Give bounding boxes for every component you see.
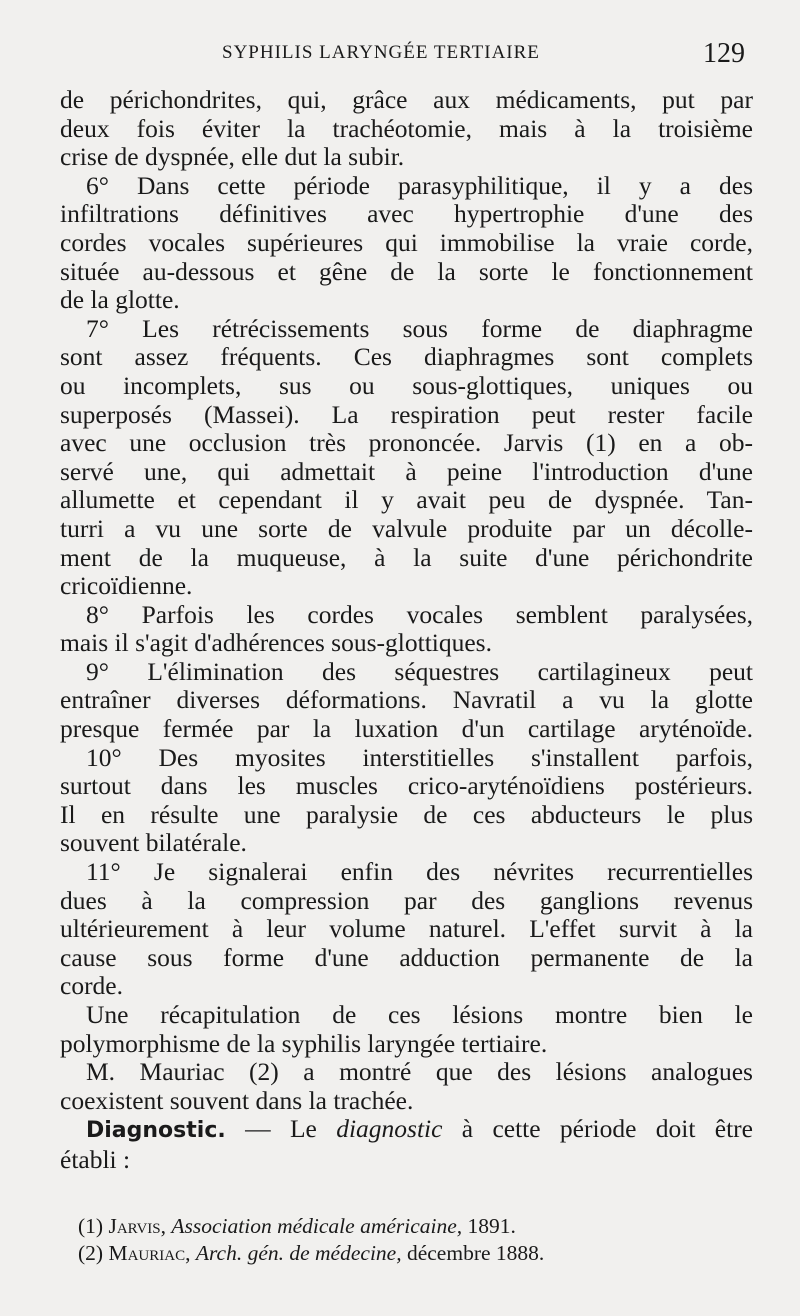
text-line: Une récapitulation de ces lésions montre bien le	[86, 1000, 753, 1029]
footnote-rest: décembre 1888.	[401, 1241, 545, 1265]
page-number: 129	[703, 38, 745, 69]
footnote-author: Jarvis	[108, 1214, 161, 1238]
text-line: corde.	[60, 971, 124, 1001]
text-line: 8° Parfois les cordes vocales semblent paralysées,	[86, 599, 753, 629]
diagnostic-italic: diagnostic	[336, 1114, 443, 1144]
text-line: établi :	[60, 1144, 131, 1174]
footnote-rest: 1891.	[462, 1214, 516, 1238]
footnote-title: Association médicale américaine,	[171, 1214, 463, 1238]
text-line: presque fermée par la luxation d'un cartilage aryténoïde.	[60, 714, 753, 744]
text-line: sont assez fréquents. Ces diaphragmes sont complets	[60, 342, 753, 372]
text-line: servé une, qui admettait à peine l'introduction d'une	[60, 456, 753, 486]
text-line: superposés (Massei). La respiration peut rester facile	[60, 399, 753, 429]
text-line: 7° Les rétrécissements sous forme de diaphragme	[86, 313, 753, 343]
running-title: SYPHILIS LARYNGÉE TERTIAIRE	[222, 42, 540, 63]
text-line: entraîner diverses déformations. Navratil a vu la glotte	[60, 685, 753, 715]
footnote-sep: ,	[160, 1214, 172, 1238]
text-line: de périchondrites, qui, grâce aux médicaments, put par	[60, 85, 753, 114]
diagnostic-heading: Diagnostic.	[86, 1118, 226, 1144]
text-line: mais il s'agit d'adhérences sous-glottiques.	[60, 628, 492, 658]
footnote	[78, 1213, 738, 1240]
text-line: dues à la compression par des ganglions revenus	[60, 885, 753, 915]
diagnostic-text: à cette période doit être	[442, 1114, 753, 1144]
body-text	[60, 86, 753, 1175]
text-line: crise de dyspnée, elle dut la subir.	[60, 142, 405, 172]
text-line: souvent bilatérale.	[60, 828, 247, 858]
text-line: M. Mauriac (2) a montré que des lésions analogues	[86, 1057, 753, 1087]
text-line: cricoïdienne.	[60, 571, 193, 601]
text-line: avec une occlusion très prononcée. Jarvis (1) en a ob-	[60, 428, 753, 458]
text-line: Il en résulte une paralysie de ces abducteurs le plus	[60, 799, 753, 829]
footnote-sep: ,	[185, 1241, 196, 1265]
footnote	[78, 1240, 738, 1267]
text-line: polymorphisme de la syphilis laryngée tertiaire.	[60, 1028, 548, 1058]
text-line: coexistent souvent dans la trachée.	[60, 1085, 414, 1115]
text-line: 9° L'élimination des séquestres cartilagineux peut	[86, 656, 753, 686]
text-line: 11° Je signalerai enfin des névrites recurrentielles	[86, 857, 753, 887]
diagnostic-text: — Le	[225, 1114, 337, 1144]
text-line: 10° Des myosites interstitielles s'installent parfois,	[86, 742, 753, 772]
text-line: ultérieurement à leur volume naturel. L'effet survit à la	[60, 914, 753, 944]
text-line: cordes vocales supérieures qui immobilise la vraie corde,	[60, 227, 753, 257]
diagnostic-line	[60, 1115, 753, 1146]
text-line: infiltrations définitives avec hypertrophie d'une des	[60, 199, 753, 229]
text-line: située au-dessous et gêne de la sorte le fonctionnement	[60, 256, 753, 286]
footnote-author: Mauriac	[108, 1241, 186, 1265]
text-line: turri a vu une sorte de valvule produite par un décolle-	[60, 513, 753, 543]
text-line: ment de la muqueuse, à la suite d'une périchondrite	[60, 542, 753, 572]
footnotes	[78, 1213, 738, 1267]
running-head	[0, 38, 800, 68]
text-line: cause sous forme d'une adduction permanente de la	[60, 942, 753, 972]
footnote-marker: (2)	[78, 1241, 109, 1265]
text-line: 6° Dans cette période parasyphilitique, il y a des	[86, 170, 753, 200]
text-line: ou incomplets, sus ou sous-glottiques, uniques ou	[60, 370, 753, 400]
text-line: de la glotte.	[60, 285, 180, 315]
footnote-title: Arch. gén. de médecine,	[195, 1241, 402, 1265]
text-line: deux fois éviter la trachéotomie, mais à la troisième	[60, 113, 753, 143]
text-line: allumette et cependant il y avait peu de dyspnée. Tan-	[60, 485, 753, 515]
text-line: surtout dans les muscles crico-aryténoïdiens postérieurs.	[60, 771, 753, 801]
footnote-marker: (1)	[78, 1214, 109, 1238]
